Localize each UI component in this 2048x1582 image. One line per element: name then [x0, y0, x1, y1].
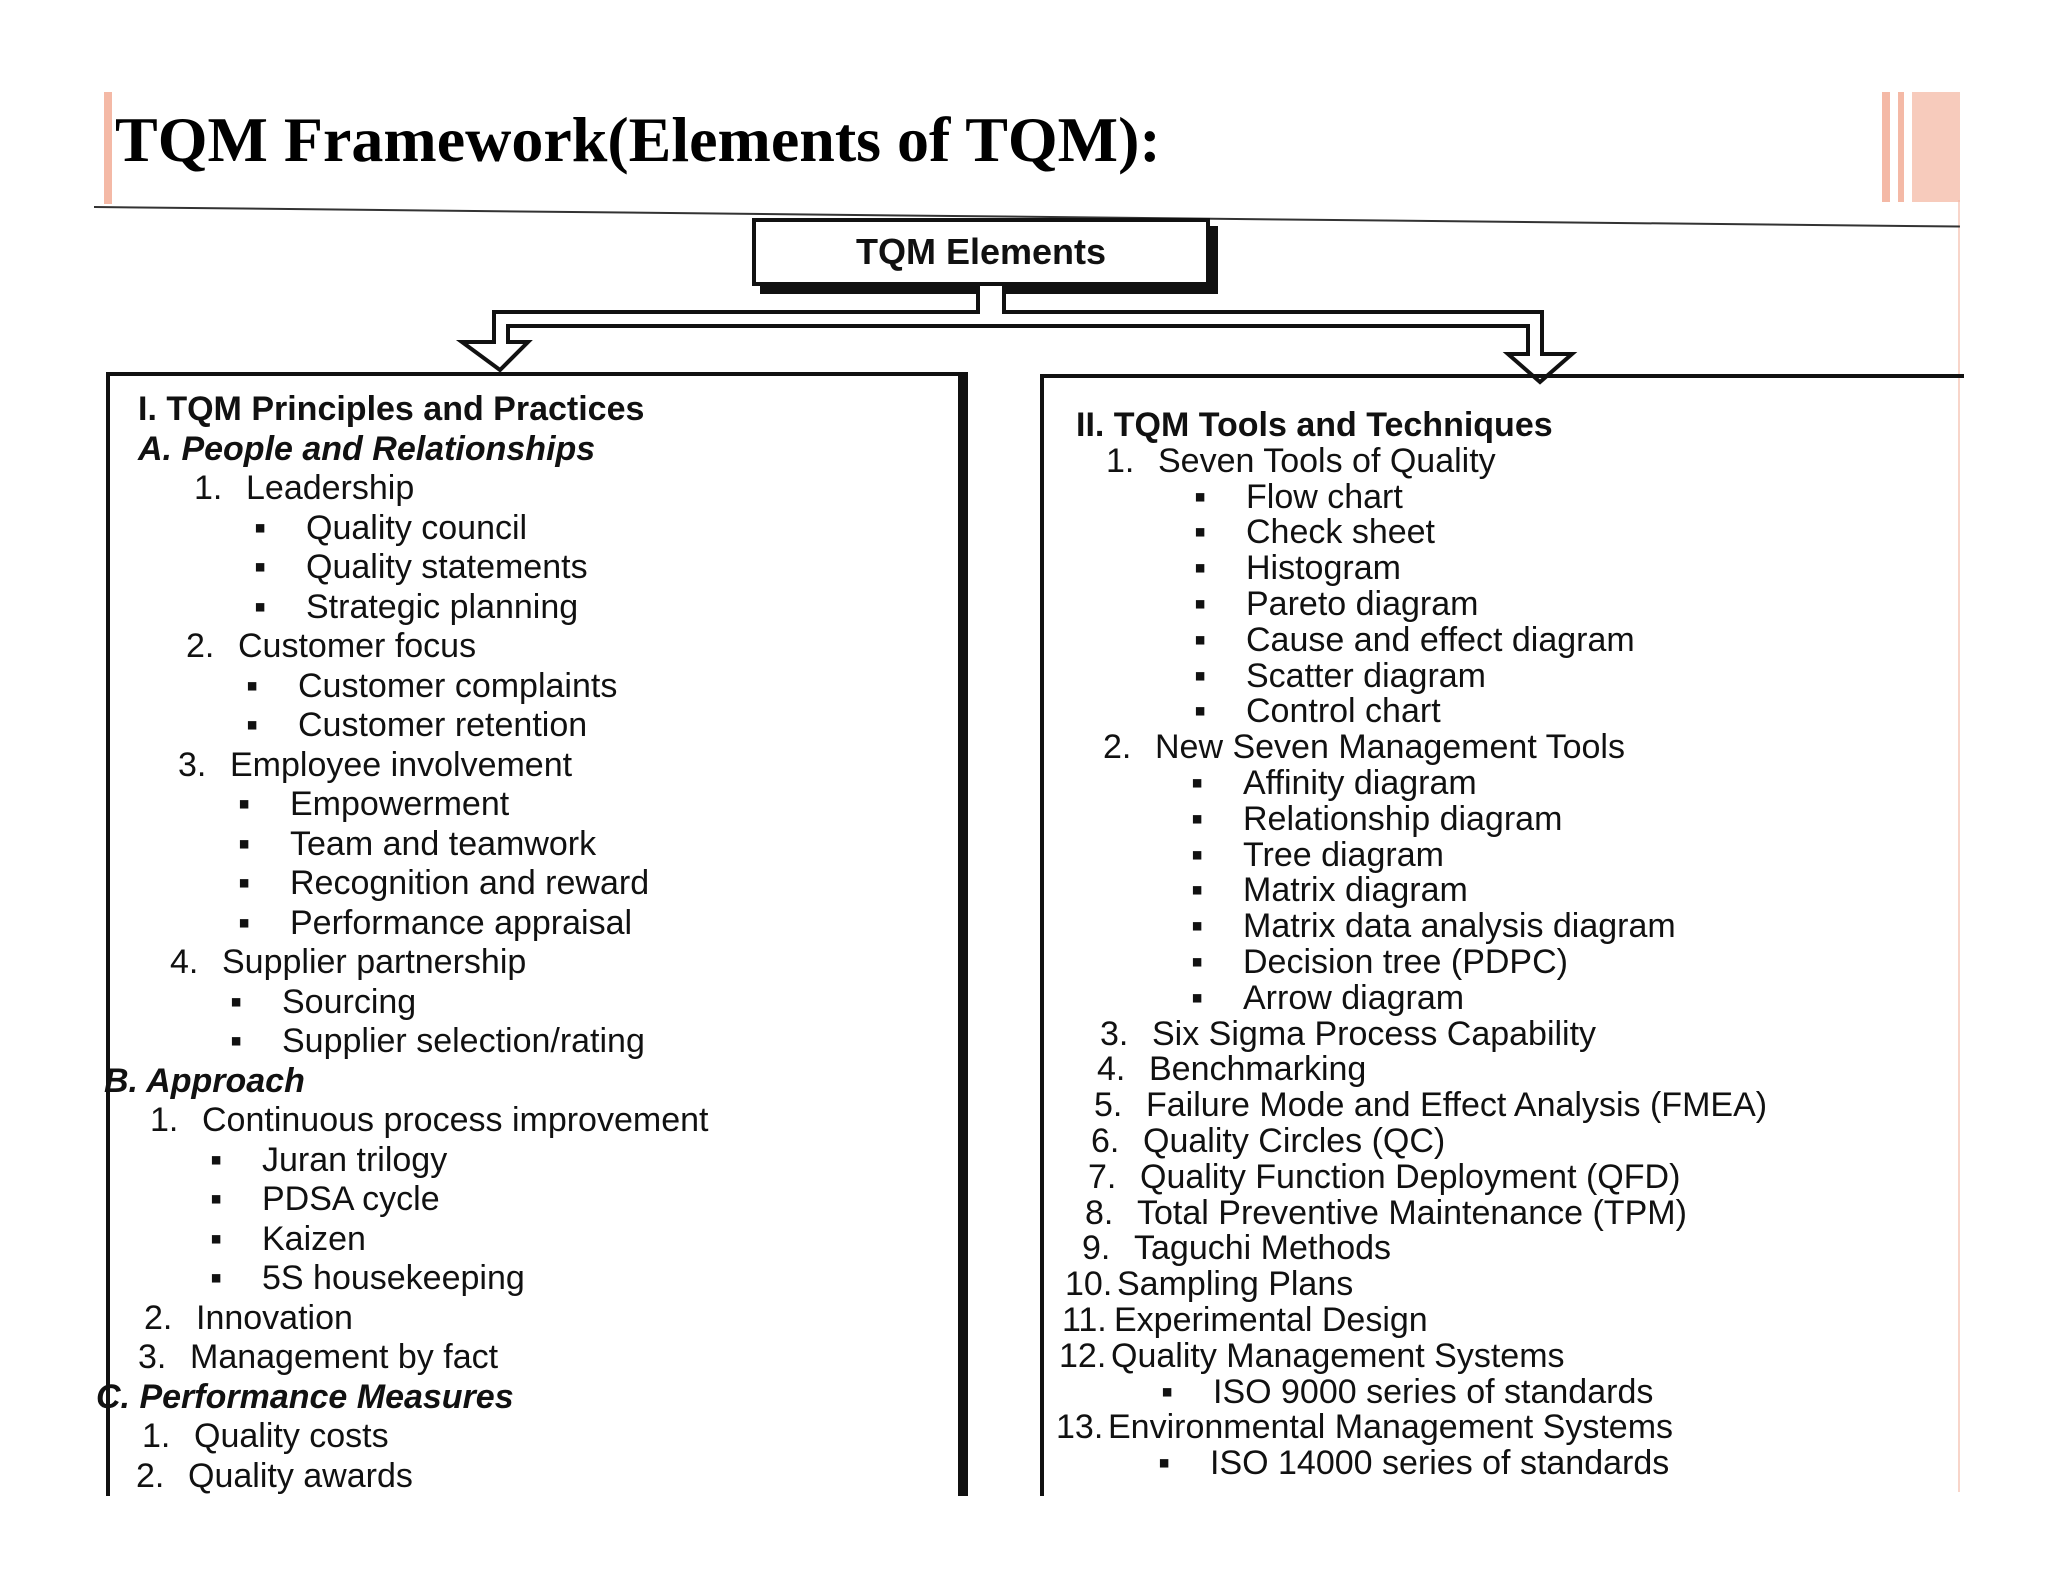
bullet-text: Kaizen — [262, 1219, 366, 1258]
item-number: 9. — [1082, 1229, 1111, 1268]
bullet-text: Quality council — [306, 508, 528, 547]
bullet-item — [238, 787, 509, 821]
principles-heading — [138, 392, 644, 426]
numbered-item — [1103, 728, 1625, 767]
bullet-icon: ▪ — [210, 1259, 223, 1297]
bullet-icon: ▪ — [1191, 907, 1204, 946]
bullet-icon: ▪ — [210, 1140, 223, 1179]
bullet-item — [254, 508, 528, 547]
numbered-item — [1065, 1265, 1354, 1304]
numbered-item — [1088, 1157, 1681, 1196]
item-text: Customer focus — [238, 627, 477, 665]
bullet-item — [1194, 620, 1635, 659]
bullet-text: ISO 14000 series of standards — [1210, 1444, 1670, 1483]
bullet-text: Flow chart — [1246, 477, 1403, 516]
bullet-text: Matrix data analysis diagram — [1243, 907, 1676, 946]
numbered-item — [1082, 1229, 1392, 1268]
bullet-item — [254, 550, 588, 584]
bullet-icon: ▪ — [210, 1219, 223, 1258]
heading-text: I. TQM Principles and Practices — [138, 390, 645, 428]
item-text: Experimental Design — [1114, 1301, 1428, 1339]
bullet-item — [1191, 766, 1477, 800]
bullet-item — [1194, 513, 1435, 552]
item-text: Environmental Management Systems — [1108, 1408, 1674, 1447]
bullet-icon: ▪ — [254, 548, 267, 586]
bullet-item — [210, 1182, 440, 1216]
numbered-item — [144, 1298, 353, 1337]
bullet-text: Scatter diagram — [1246, 656, 1486, 695]
bullet-item — [1191, 907, 1676, 946]
numbered-item — [1059, 1336, 1565, 1375]
bullet-item — [254, 587, 579, 626]
bullet-item — [1191, 871, 1468, 910]
bullet-text: Supplier selection/rating — [282, 1022, 645, 1060]
bullet-icon: ▪ — [1194, 513, 1207, 552]
item-text: Six Sigma Process Capability — [1152, 1014, 1597, 1053]
numbered-item — [138, 1340, 498, 1374]
heading-text: II. TQM Tools and Techniques — [1076, 406, 1553, 444]
item-number: 2. — [136, 1456, 165, 1495]
item-text: Quality Function Deployment (QFD) — [1140, 1157, 1681, 1196]
connector-stem — [462, 286, 1572, 382]
numbered-item — [142, 1419, 389, 1453]
bullet-item — [1158, 1444, 1670, 1483]
bullet-icon: ▪ — [1158, 1444, 1171, 1483]
tools-heading — [1076, 408, 1553, 442]
bullet-item — [1191, 978, 1465, 1017]
item-text: Supplier partnership — [222, 943, 527, 981]
item-number: 8. — [1085, 1193, 1114, 1232]
bullet-icon: ▪ — [254, 508, 267, 547]
numbered-item — [1062, 1303, 1428, 1337]
item-text: Sampling Plans — [1117, 1265, 1354, 1304]
bullet-text: Control chart — [1246, 692, 1441, 731]
item-text: Management by fact — [190, 1338, 499, 1376]
bullet-text: Decision tree (PDPC) — [1243, 943, 1568, 981]
item-number: 1. — [1106, 441, 1135, 480]
numbered-item — [1097, 1050, 1367, 1089]
item-number: 11. — [1062, 1301, 1107, 1339]
item-number: 1. — [194, 469, 223, 507]
bullet-text: Arrow diagram — [1243, 978, 1465, 1017]
item-number: 3. — [178, 745, 207, 784]
bullet-text: 5S housekeeping — [262, 1259, 525, 1297]
bullet-icon: ▪ — [1194, 620, 1207, 659]
bullet-icon: ▪ — [246, 706, 259, 744]
item-number: 1. — [142, 1417, 171, 1455]
bullet-icon: ▪ — [1161, 1372, 1174, 1411]
bullet-item — [238, 903, 633, 942]
item-number: 12. — [1059, 1336, 1107, 1375]
bullet-item — [246, 708, 587, 742]
bullet-text: Customer retention — [298, 706, 588, 744]
bullet-item — [1194, 549, 1401, 588]
bullet-icon: ▪ — [1194, 585, 1207, 623]
bullet-icon: ▪ — [1191, 764, 1204, 802]
item-number: 5. — [1094, 1086, 1123, 1125]
item-text: Employee involvement — [230, 745, 573, 784]
bullet-item — [1194, 587, 1478, 621]
numbered-item — [1085, 1193, 1687, 1232]
bullet-text: Check sheet — [1246, 513, 1435, 552]
bullet-item — [1194, 692, 1441, 731]
bullet-icon: ▪ — [1194, 549, 1207, 588]
item-text: Benchmarking — [1149, 1050, 1367, 1089]
item-text: Failure Mode and Effect Analysis (FMEA) — [1146, 1086, 1768, 1125]
bullet-item — [1161, 1372, 1654, 1411]
bullet-icon: ▪ — [238, 903, 251, 942]
item-number: 4. — [1097, 1050, 1126, 1089]
bullet-icon: ▪ — [210, 1180, 223, 1218]
item-number: 13. — [1056, 1408, 1104, 1447]
bullet-text: Recognition and reward — [290, 864, 650, 902]
bullet-text: Affinity diagram — [1243, 764, 1477, 802]
item-number: 3. — [138, 1338, 167, 1376]
numbered-item — [136, 1456, 413, 1495]
bullet-icon: ▪ — [1194, 477, 1207, 516]
bullet-item — [210, 1219, 366, 1258]
bullet-item — [210, 1261, 525, 1295]
bullet-item — [238, 866, 649, 900]
bullet-item — [1194, 477, 1403, 516]
item-number: 1. — [150, 1101, 179, 1139]
bullet-text: Tree diagram — [1243, 835, 1444, 874]
bullet-text: PDSA cycle — [262, 1180, 440, 1218]
bullet-text: Pareto diagram — [1246, 585, 1479, 623]
bullet-item — [1191, 799, 1563, 838]
item-text: Quality awards — [188, 1456, 413, 1495]
bullet-item — [1191, 945, 1568, 979]
bullet-icon: ▪ — [230, 1022, 243, 1060]
bullet-icon: ▪ — [1191, 799, 1204, 838]
item-text: Continuous process improvement — [202, 1101, 709, 1139]
bullet-item — [230, 1024, 645, 1058]
bullet-item — [246, 666, 618, 705]
item-number: 2. — [1103, 728, 1132, 767]
numbered-item — [170, 945, 526, 979]
numbered-item — [1056, 1408, 1674, 1447]
item-text: Quality Management Systems — [1111, 1336, 1565, 1375]
bullet-text: Relationship diagram — [1243, 799, 1563, 838]
numbered-item — [194, 471, 414, 505]
item-text: Innovation — [196, 1298, 353, 1337]
bullet-icon: ▪ — [254, 587, 267, 626]
numbered-item — [1091, 1124, 1445, 1158]
bullet-text: Performance appraisal — [290, 903, 633, 942]
bullet-text: Customer complaints — [298, 666, 618, 705]
item-number: 4. — [170, 943, 199, 981]
item-number: 6. — [1091, 1122, 1120, 1160]
bullet-icon: ▪ — [246, 666, 259, 705]
bullet-icon: ▪ — [238, 824, 251, 863]
bullet-text: Strategic planning — [306, 587, 579, 626]
bullet-text: Matrix diagram — [1243, 871, 1468, 910]
bullet-text: ISO 9000 series of standards — [1213, 1372, 1654, 1411]
bullet-item — [210, 1140, 448, 1179]
bullet-icon: ▪ — [238, 785, 251, 823]
section-label: B. Approach — [104, 1061, 305, 1100]
bullet-icon: ▪ — [1194, 656, 1207, 695]
item-text: Total Preventive Maintenance (TPM) — [1137, 1193, 1687, 1232]
item-text: Quality Circles (QC) — [1143, 1122, 1446, 1160]
tqm-elements-box: TQM Elements — [752, 218, 1210, 286]
numbered-item — [150, 1103, 708, 1137]
item-text: Seven Tools of Quality — [1158, 441, 1496, 480]
bullet-icon: ▪ — [1191, 871, 1204, 910]
item-number: 7. — [1088, 1157, 1117, 1196]
numbered-item — [1094, 1086, 1768, 1125]
bullet-icon: ▪ — [238, 864, 251, 902]
numbered-item — [1100, 1014, 1597, 1053]
bullet-text: Histogram — [1246, 549, 1401, 588]
bullet-icon: ▪ — [1194, 692, 1207, 731]
item-text: New Seven Management Tools — [1155, 728, 1625, 767]
bullet-text: Sourcing — [282, 982, 417, 1021]
bullet-icon: ▪ — [230, 982, 243, 1021]
slide-title: TQM Framework(Elements of TQM): — [115, 104, 1161, 175]
item-text: Quality costs — [194, 1417, 389, 1455]
numbered-item — [178, 745, 573, 784]
item-number: 10. — [1065, 1265, 1113, 1304]
bullet-item — [238, 824, 597, 863]
bullet-item — [230, 982, 417, 1021]
bullet-text: Cause and effect diagram — [1246, 620, 1635, 659]
bullet-text: Team and teamwork — [290, 824, 597, 863]
item-number: 2. — [144, 1298, 173, 1337]
numbered-item — [1106, 441, 1496, 480]
bullet-icon: ▪ — [1191, 835, 1204, 874]
bullet-icon: ▪ — [1191, 978, 1204, 1017]
section-label: A. People and Relationships — [138, 429, 596, 468]
section-heading — [104, 1061, 305, 1100]
bullet-text: Quality statements — [306, 548, 588, 586]
item-number: 2. — [186, 627, 215, 665]
bullet-text: Empowerment — [290, 785, 510, 823]
bullet-item — [1194, 656, 1486, 695]
item-number: 3. — [1100, 1014, 1129, 1053]
item-text: Leadership — [246, 469, 415, 507]
section-heading — [96, 1377, 514, 1416]
section-label: C. Performance Measures — [96, 1377, 514, 1416]
bullet-item — [1191, 835, 1444, 874]
section-heading — [138, 429, 596, 468]
bullet-text: Juran trilogy — [262, 1140, 448, 1179]
bullet-icon: ▪ — [1191, 943, 1204, 981]
item-text: Taguchi Methods — [1134, 1229, 1392, 1268]
numbered-item — [186, 629, 476, 663]
